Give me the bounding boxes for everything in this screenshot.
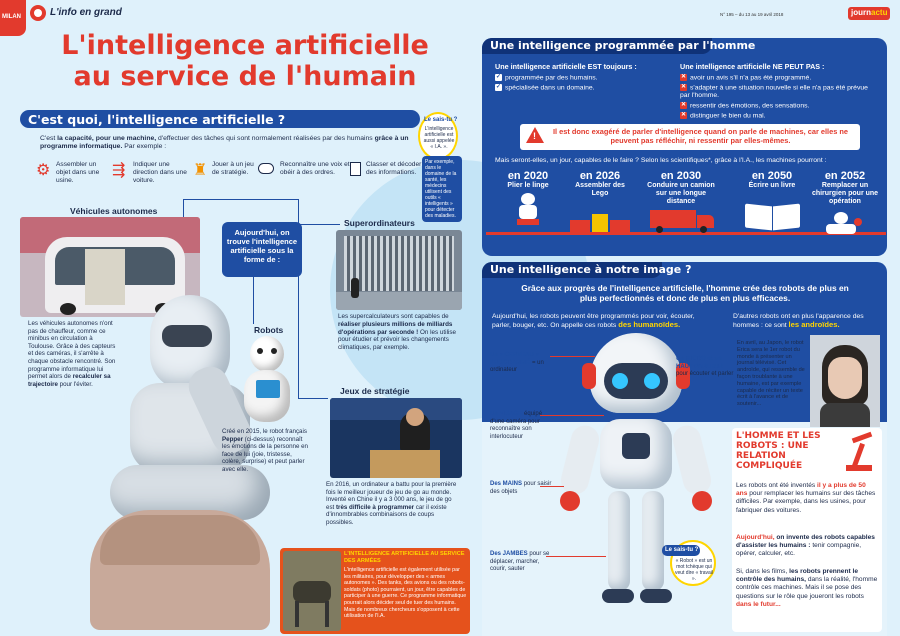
page-title: L'intelligence artificielle au service de l'humain bbox=[61, 30, 429, 92]
label-mic: Un MICRO et un HAUT-PARLEUR pour écouter et parler bbox=[676, 356, 734, 377]
robots-text: Créé en 2015, le robot français Pepper (ci-dessus) reconnaît les émotions de la personne en face de lui (joie, tristesse, colère, surprise) et peut parler avec elle. bbox=[222, 428, 308, 473]
go-game-photo bbox=[330, 398, 462, 478]
connector-line bbox=[183, 199, 298, 200]
games-title: Jeux de stratégie bbox=[340, 386, 410, 396]
truck-icon bbox=[650, 210, 716, 232]
laundry-robot-icon bbox=[517, 193, 539, 231]
book-icon bbox=[745, 203, 801, 231]
label-hands: Des MAINS pour saisir des objets bbox=[490, 481, 552, 495]
robot-soldier-photo bbox=[283, 551, 341, 631]
saistu-title: Le sais-tu ? bbox=[424, 117, 458, 123]
relation-p1: Les robots ont été inventés il y a plus de 50 ans pour remplacer les humains sur des tâches difficiles. Par exemple, dans les usines, pour fabriquer des voitures. bbox=[736, 482, 876, 514]
relation-p2: Aujourd'hui, on invente des robots capables d'assister les humains : tenir compagnie, opérer, calculer, etc. bbox=[736, 534, 875, 558]
warning-text: Il est donc exagéré de parler d'intelligence quand on parle de machines, car elles ne peuvent pas réfléchir, ni ressentir par elles-mêmes. bbox=[552, 127, 849, 145]
pepper-photo bbox=[226, 336, 306, 426]
timeline-label-4: Écrire un livre bbox=[748, 182, 796, 189]
programmed-heading: Une intelligence programmée par l'homme bbox=[490, 39, 756, 52]
timeline-year-4: en 2050 bbox=[751, 170, 793, 182]
cross-icon: ✕ bbox=[680, 112, 687, 118]
robots-title: Robots bbox=[254, 325, 284, 335]
saistu2-text: « Robot » est un mot tchèque qui veut dire « travail ». bbox=[674, 558, 714, 582]
pointer-line bbox=[540, 486, 564, 487]
lego-icon bbox=[570, 214, 630, 232]
pointer-line bbox=[546, 556, 606, 557]
timeline-year-1: en 2020 bbox=[507, 170, 549, 182]
example-3: Jouer à un jeu de stratégie. bbox=[212, 161, 254, 176]
label-face: Un VISAGE équipé d'une caméra pour reconnaître son interlocuteur bbox=[490, 411, 543, 440]
example-4: Reconnaître une voix et obéir à des ordres. bbox=[280, 161, 350, 176]
journal-logo: journactu bbox=[848, 7, 890, 20]
saistu-text: L'intelligence artificielle est aussi appelée « I.A. ». bbox=[423, 126, 455, 150]
supercalc-text: Les supercalculateurs sont capables de réaliser plusieurs millions de milliards d'opérations par seconde ! On les utilise pour étudier et prévoir les changements climatiques, par exemple. bbox=[338, 313, 457, 352]
what-heading: C'est quoi, l'intelligence artificielle ? bbox=[28, 112, 286, 127]
timeline-year-5: en 2052 bbox=[824, 170, 866, 182]
isnot-title: Une intelligence artificielle NE PEUT PAS : bbox=[680, 62, 825, 71]
road-icon: ⇶ bbox=[112, 162, 126, 179]
cross-icon: ✕ bbox=[680, 84, 687, 90]
document-icon bbox=[350, 162, 361, 176]
example-2: Indiquer une direction dans une voiture. bbox=[133, 161, 187, 184]
erica-photo bbox=[810, 335, 880, 427]
warning-icon-mark: ! bbox=[533, 131, 536, 141]
example-1: Assembler un objet dans une usine. bbox=[56, 161, 100, 184]
robot-arm-icon bbox=[840, 433, 878, 473]
isnot-item-4: ✕ distinguer le bien du mal. bbox=[680, 112, 766, 120]
eye-icon bbox=[30, 5, 46, 21]
timeline-label-1: Plier le linge bbox=[507, 182, 549, 189]
isnot-item-1: ✕ avoir un avis s'il n'a pas été programmé. bbox=[680, 74, 812, 82]
vehicles-title: Véhicules autonomes bbox=[70, 206, 158, 216]
center-box-text: Aujourd'hui, on trouve l'intelligence artificielle sous la forme de : bbox=[226, 228, 298, 264]
connector-line bbox=[298, 224, 340, 225]
image-intro: Grâce aux progrès de l'intelligence artificielle, l'homme crée des robots de plus en plus perfectionnés et donc de plus en plus efficaces. bbox=[521, 283, 849, 303]
is-item-2: ✓ spécialisée dans un domaine. bbox=[495, 84, 595, 92]
issue-info: N° 195 – du 13 au 19 avril 2018 bbox=[720, 12, 784, 17]
relation-p3: Si, dans les films, les robots prennent le contrôle des humains, dans la réalité, l'homme contrôle ces machines. Mais il se pose des questions sur le rôle que joueront les robots dans le futur... bbox=[736, 568, 878, 608]
speech-icon bbox=[258, 163, 274, 174]
isnot-item-3: ✕ ressentir des émotions, des sensations. bbox=[680, 102, 810, 110]
image-heading: Une intelligence à notre image ? bbox=[490, 263, 692, 276]
is-item-1: ✓ programmée par des humains. bbox=[495, 74, 598, 82]
pointer-line bbox=[540, 415, 604, 416]
chess-icon: ♜ bbox=[193, 162, 208, 179]
army-title: L'INTELLIGENCE ARTIFICIELLE AU SERVICE DES ARMÉES bbox=[344, 551, 465, 564]
future-question: Mais seront-elles, un jour, capables de le faire ? Selon les scientifiques*, grâce à l'I.A., les machines pourront : bbox=[495, 157, 827, 164]
connector-line bbox=[298, 199, 299, 225]
supercalc-photo bbox=[336, 230, 462, 310]
erica-text: En avril, au Japon, le robot Erica sera le 1er robot du monde à présenter un journal télévisé. Cet androïde, qui ressemble de façon troublante à une humaine, est par exemple capable de réciter un texte écrit à l'avance et de soutenir... bbox=[737, 340, 805, 408]
isnot-item-2: ✕ s'adapter à une situation nouvelle si elle n'a pas été prévue par l'homme. bbox=[680, 84, 868, 100]
milan-brand: MILAN bbox=[2, 14, 21, 20]
cross-icon: ✕ bbox=[680, 102, 687, 108]
vehicles-text: Les véhicules autonomes n'ont pas de chauffeur, comme ce minibus en circulation à Toulouse. Grâce à des capteurs et des caméras, il s'arrête à chaque obstacle rencontré. Son programme informatique lui permet alors de recalculer sa trajectoire pour l'éviter. bbox=[28, 320, 116, 388]
timeline-label-2: Assembler des Lego bbox=[575, 182, 625, 197]
relation-title: L'HOMME ET LES ROBOTS : UNE RELATION COMPLIQUÉE bbox=[736, 431, 821, 471]
check-icon: ✓ bbox=[495, 74, 502, 80]
example-5: Classer et décoder des informations. bbox=[366, 161, 422, 176]
army-text: L'intelligence artificielle est également utilisée par les militaires, pour développer des « armes autonomes ». Des tanks, des avions ou des robots-soldats (photo) pourraient, un jour, être capables de participer à une guerre. Ce programme informatique pourrait alors décider seul de tuer des humains. Mais de nombreux chercheurs s'opposent à cette utilisation de l'I.A. bbox=[344, 567, 467, 620]
what-intro: C'est la capacité, pour une machine, d'effectuer des tâches qui sont normalement réalisées par des humains grâce à un programme informatique. Par exemple : bbox=[40, 135, 409, 151]
check-icon: ✓ bbox=[495, 84, 502, 90]
label-brain: Un « CERVEAU » PROGRAMMÉ = un ordinateur bbox=[490, 352, 544, 373]
saistu2-title: Le sais-tu ? bbox=[665, 547, 699, 553]
timeline-year-3: en 2030 bbox=[660, 170, 702, 182]
health-note: Par exemple, dans le domaine de la santé, les médecins utilisent des outils « intelligents » pour détecter des maladies. bbox=[425, 159, 457, 219]
gear-icon: ⚙ bbox=[36, 162, 51, 179]
timeline-label-5: Remplacer un chirurgien pour une opération bbox=[811, 182, 879, 205]
android-text: D'autres robots ont en plus l'apparence des hommes : ce sont les androïdes. bbox=[733, 313, 864, 330]
section-label: L'info en grand bbox=[50, 7, 122, 18]
supercalc-title: Superordinateurs bbox=[344, 218, 415, 228]
games-text: En 2016, un ordinateur a battu pour la première fois le meilleur joueur de jeu de go au monde. Inventé en Chine il y a 3 000 ans, le jeu de go est très difficile à programmer car il existe d'innombrables combinaisons de coups possibles. bbox=[326, 481, 457, 526]
surgeon-robot-icon bbox=[824, 212, 864, 234]
timeline-year-2: en 2026 bbox=[579, 170, 621, 182]
cross-icon: ✕ bbox=[680, 74, 687, 80]
timeline-label-3: Conduire un camion sur une longue distance bbox=[647, 182, 715, 205]
is-title: Une intelligence artificielle EST toujours : bbox=[495, 62, 637, 71]
humanoid-text: Aujourd'hui, les robots peuvent être programmés pour voir, écouter, parler, bouger, etc. On appelle ces robots des humanoïdes. bbox=[492, 313, 695, 330]
pointer-line bbox=[550, 356, 595, 357]
label-legs: Des JAMBES pour se déplacer, marcher, courir, sauter bbox=[490, 551, 550, 572]
